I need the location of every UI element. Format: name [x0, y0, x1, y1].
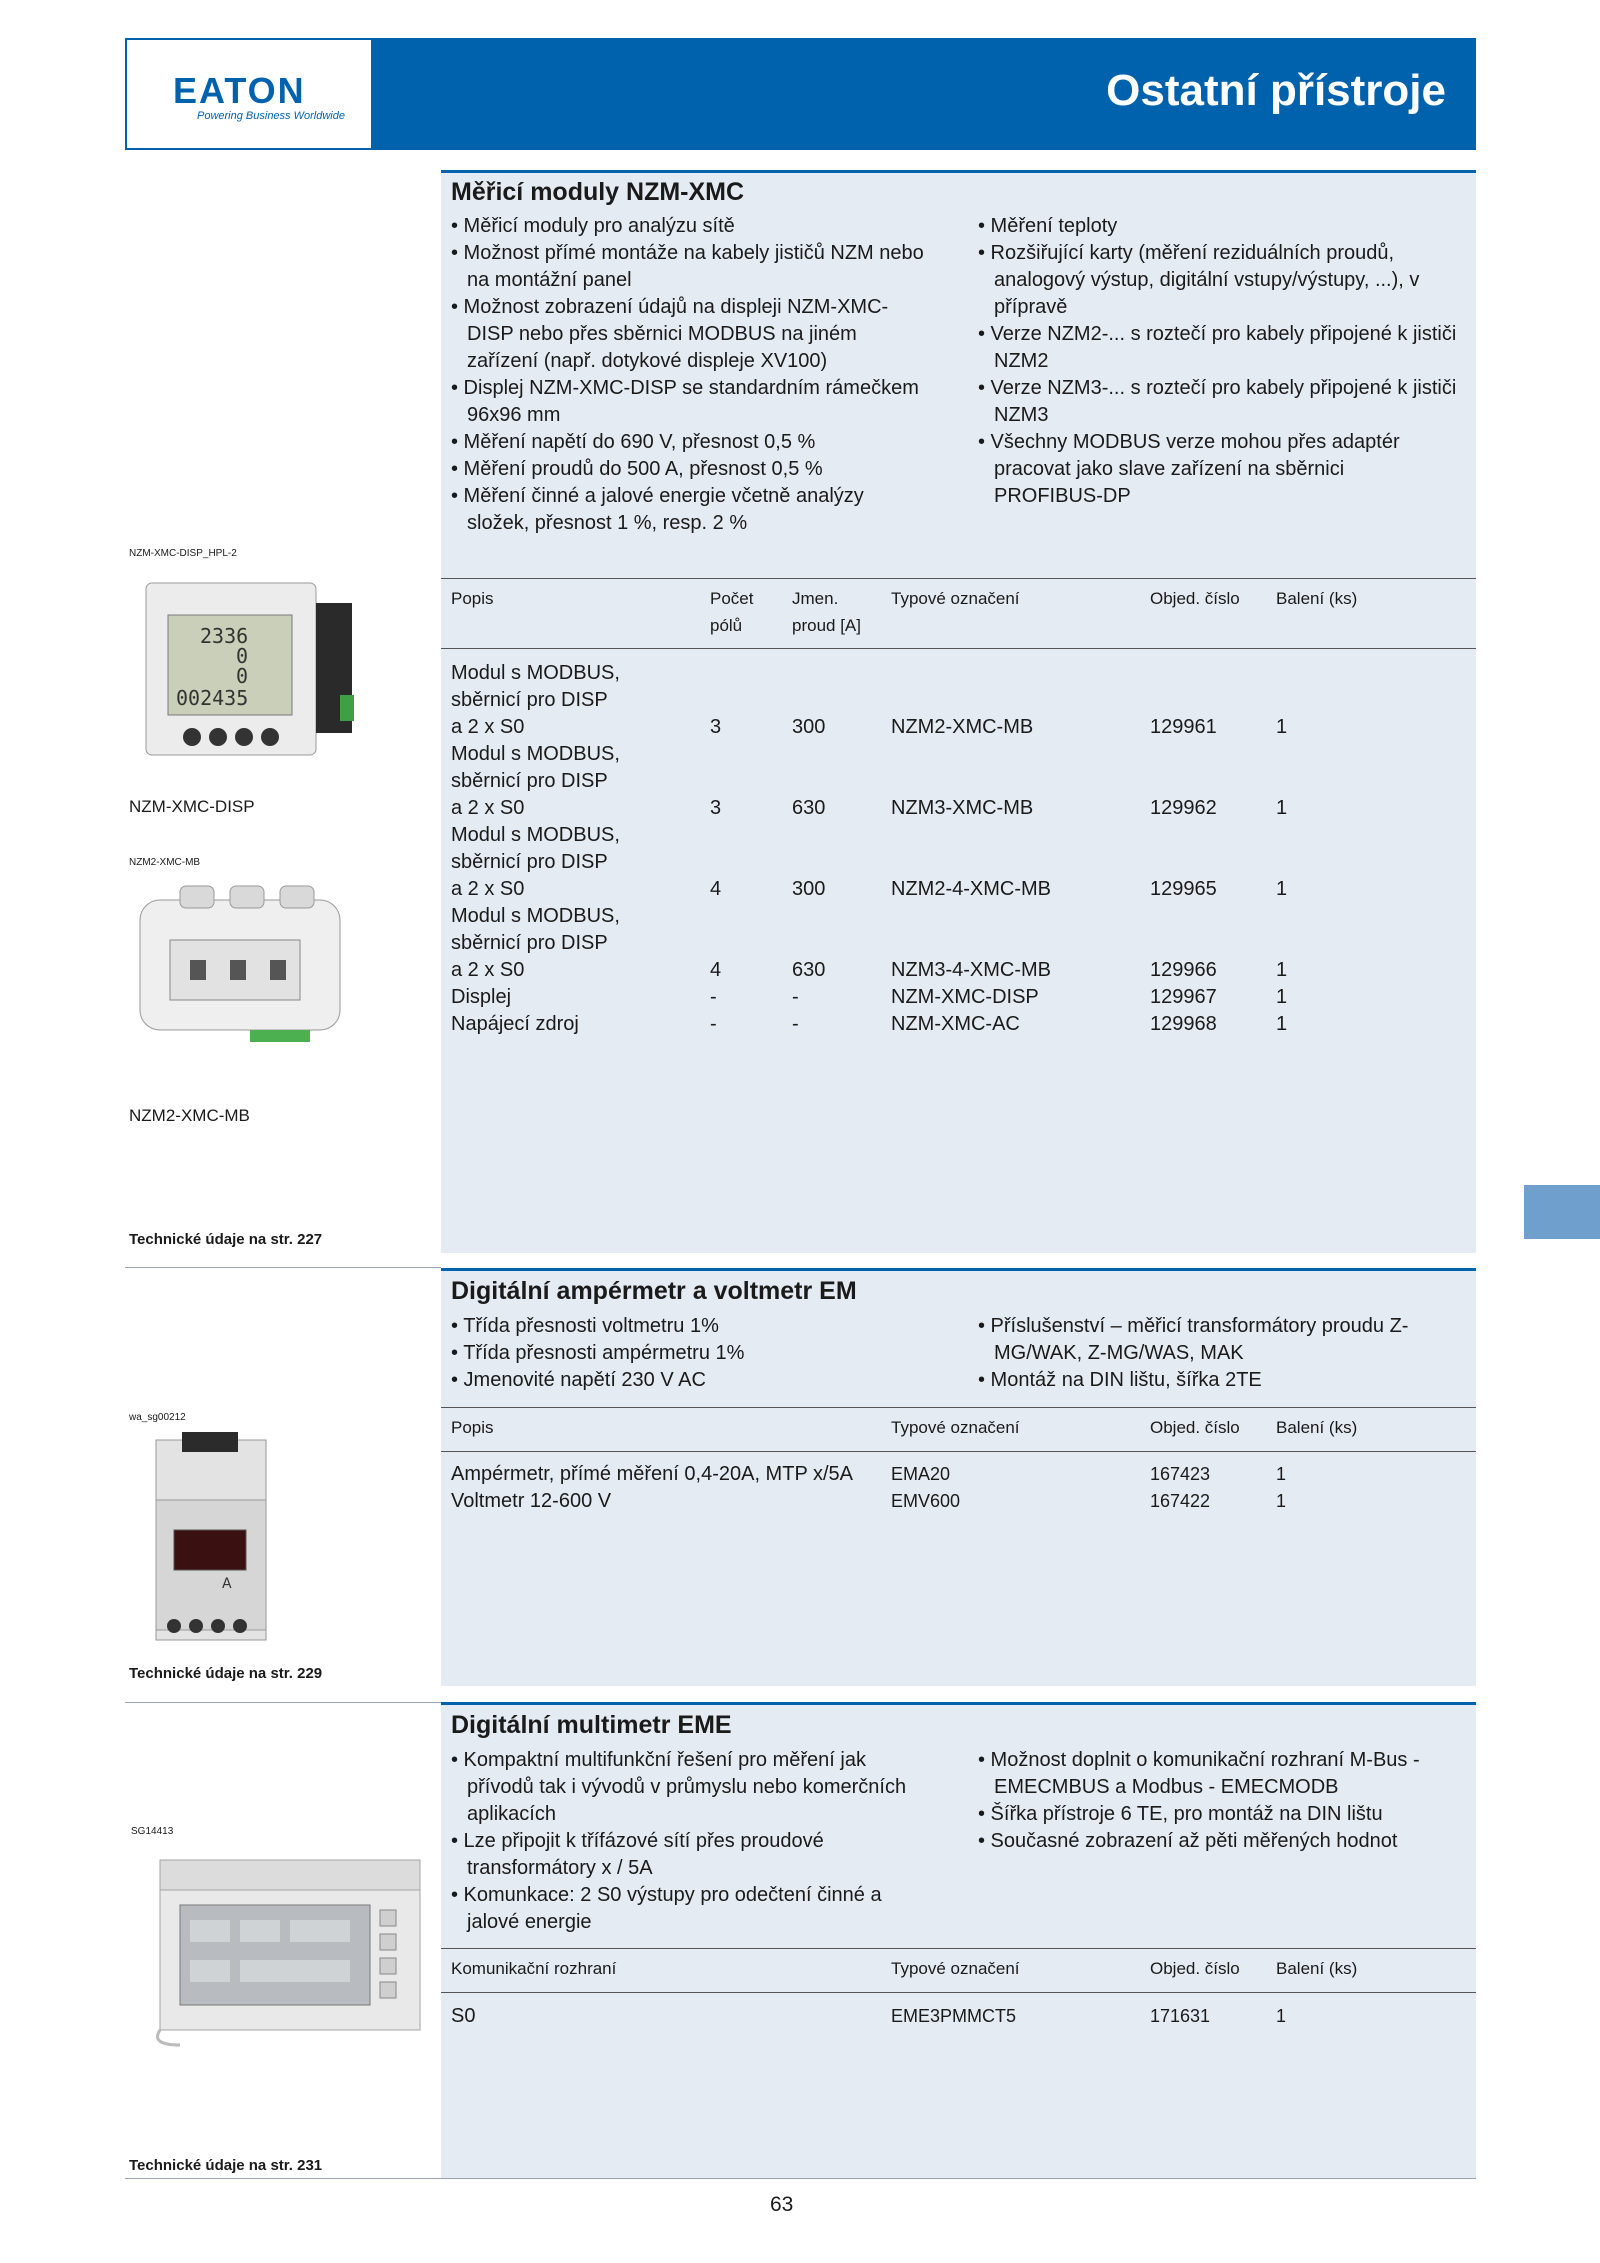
feature-item: • Verze NZM2-... s roztečí pro kabely připojené k jističi NZM2 — [978, 323, 1457, 372]
table-header-rule — [441, 1451, 1476, 1452]
feature-item: • Jmenovité napětí 230 V AC — [451, 1369, 706, 1391]
cell-typ: EMV600 — [891, 1491, 961, 1511]
feature-item: • Třída přesnosti ampérmetru 1% — [451, 1342, 745, 1364]
cell-typ: NZM2-4-XMC-MB — [891, 878, 1051, 900]
cell-typ: NZM3-XMC-MB — [891, 797, 1034, 819]
cell-typ: NZM3-4-XMC-MB — [891, 959, 1051, 981]
th-popis: Popis — [451, 589, 494, 608]
image-caption: NZM2-XMC-MB — [129, 1106, 250, 1125]
feature-item: • Třída přesnosti voltmetru 1% — [451, 1315, 719, 1337]
feature-item: • Příslušenství – měřicí transformátory proudu Z-MG/WAK, Z-MG/WAS, MAK — [978, 1315, 1409, 1364]
cell-jmen: - — [792, 986, 799, 1008]
table-header-rule — [441, 1407, 1476, 1408]
cell-popis: Ampérmetr, přímé měření 0,4-20A, MTP x/5A — [451, 1463, 853, 1485]
page-title: Ostatní přístroje — [1106, 66, 1446, 115]
th-jmen-2: proud [A] — [792, 616, 861, 635]
feature-item: • Současné zobrazení až pěti měřených hodnot — [978, 1830, 1398, 1852]
header-bar — [373, 38, 1476, 150]
image-code-label: NZM2-XMC-MB — [129, 857, 201, 868]
cell-popis: a 2 x S0 — [451, 797, 525, 819]
feature-item: • Měřicí moduly pro analýzu sítě — [451, 215, 735, 237]
eme-multimeter-image — [140, 1850, 440, 2050]
feature-item: • Možnost přímé montáže na kabely jističů NZM nebo na montážní panel — [451, 242, 924, 291]
feature-item: • Měření napětí do 690 V, přesnost 0,5 % — [451, 431, 816, 453]
cell-jmen: 630 — [792, 797, 826, 819]
cell-popis: Napájecí zdroj — [451, 1013, 579, 1035]
cell-popis: Displej — [451, 986, 512, 1008]
lcd-line: 0 — [236, 644, 249, 668]
cell-obj: 129966 — [1150, 959, 1217, 981]
cell-jmen: 300 — [792, 716, 826, 738]
eaton-tagline: Powering Business Worldwide — [197, 110, 345, 122]
feature-item: • Montáž na DIN lištu, šířka 2TE — [978, 1369, 1262, 1391]
cell-popis: sběrnicí pro DISP — [451, 932, 608, 954]
lcd-line: 0 — [236, 664, 249, 688]
cell-bal: 1 — [1276, 878, 1288, 900]
cell-typ: NZM-XMC-AC — [891, 1013, 1020, 1035]
cell-popis: sběrnicí pro DISP — [451, 851, 608, 873]
eaton-logo-box — [125, 38, 373, 150]
cell-popis: Modul s MODBUS, — [451, 662, 620, 684]
tech-data-reference[interactable]: Technické údaje na str. 227 — [129, 1231, 323, 1248]
th-obj: Objed. číslo — [1150, 1959, 1240, 1978]
cell-bal: 1 — [1276, 986, 1288, 1008]
cell-obj: 167423 — [1150, 1464, 1211, 1484]
cell-bal: 1 — [1276, 1013, 1288, 1035]
unit-label: A — [222, 1576, 232, 1592]
cell-pocet: - — [710, 1013, 717, 1035]
cell-jmen: 300 — [792, 878, 826, 900]
cell-popis: Modul s MODBUS, — [451, 905, 620, 927]
cell-popis: a 2 x S0 — [451, 959, 525, 981]
left-divider — [125, 1702, 441, 1703]
section2-features-right — [978, 1313, 1458, 1394]
section3-features-left — [451, 1747, 931, 1936]
cell-obj: 129962 — [1150, 797, 1217, 819]
cell-popis: sběrnicí pro DISP — [451, 689, 608, 711]
feature-item: • Rozšiřující karty (měření reziduálních proudů, analogový výstup, digitální vstupy/výstupy, ...), v přípravě — [978, 242, 1420, 318]
cell-bal: 1 — [1276, 1464, 1287, 1484]
table-header-rule — [441, 1992, 1476, 1993]
image-code-label: SG14413 — [131, 1826, 174, 1837]
col-obj — [1150, 714, 1217, 1038]
cell-obj: 171631 — [1150, 2006, 1211, 2026]
page-number: 63 — [770, 2193, 794, 2216]
table-row — [451, 660, 620, 1038]
feature-item: • Displej NZM-XMC-DISP se standardním rámečkem 96x96 mm — [451, 377, 919, 426]
th-obj: Objed. číslo — [1150, 589, 1240, 608]
cell-popis: sběrnicí pro DISP — [451, 770, 608, 792]
table-header-rule — [441, 578, 1476, 579]
footer-rule — [125, 2178, 1476, 2179]
cell-bal: 1 — [1276, 797, 1288, 819]
em-meter-image — [140, 1430, 280, 1650]
th-popis: Komunikační rozhraní — [451, 1959, 617, 1978]
cell-obj: 129967 — [1150, 986, 1217, 1008]
col-bal — [1276, 714, 1287, 1038]
feature-item: • Měření proudů do 500 A, přesnost 0,5 % — [451, 458, 823, 480]
section3-title: Digitální multimetr EME — [451, 1711, 732, 1739]
section1-title: Měřicí moduly NZM-XMC — [451, 178, 745, 206]
feature-item: • Komunkace: 2 S0 výstupy pro odečtení činné a jalové energie — [451, 1884, 882, 1933]
cell-popis: Modul s MODBUS, — [451, 824, 620, 846]
feature-item: • Možnost doplnit o komunikační rozhraní M-Bus - EMECMBUS a Modbus - EMECMODB — [978, 1749, 1420, 1798]
th-pocet: Počet — [710, 589, 754, 608]
feature-item: • Měření činné a jalové energie včetně analýzy složek, přesnost 1 %, resp. 2 % — [451, 485, 864, 534]
feature-item: • Šířka přístroje 6 TE, pro montáž na DIN lištu — [978, 1803, 1383, 1825]
cell-obj: 167422 — [1150, 1491, 1211, 1511]
col-pocet — [710, 714, 721, 1038]
image-code-label: NZM-XMC-DISP_HPL-2 — [129, 548, 237, 559]
cell-pocet: 3 — [710, 797, 722, 819]
chapter-tab[interactable] — [1524, 1185, 1600, 1239]
tech-data-reference[interactable]: Technické údaje na str. 231 — [129, 2157, 323, 2174]
cell-typ: EME3PMMCT5 — [891, 2006, 1017, 2026]
cell-pocet: 4 — [710, 878, 722, 900]
th-bal: Balení (ks) — [1276, 589, 1358, 608]
feature-item: • Lze připojit k třífázové sítí přes proudové transformátory x / 5A — [451, 1830, 824, 1879]
th-typ: Typové označení — [891, 589, 1020, 608]
cell-pocet: - — [710, 986, 717, 1008]
left-divider — [125, 1267, 441, 1268]
nzm-xmc-disp-image — [140, 575, 360, 765]
cell-pocet: 4 — [710, 959, 722, 981]
feature-item: • Všechny MODBUS verze mohou přes adaptér pracovat jako slave zařízení na sběrnici PROFIBUS-DP — [978, 431, 1400, 507]
th-typ: Typové označení — [891, 1418, 1020, 1437]
th-pocet-2: pólů — [710, 616, 743, 635]
eaton-logo: EATON — [173, 70, 306, 111]
th-typ: Typové označení — [891, 1959, 1020, 1978]
cell-obj: 129965 — [1150, 878, 1217, 900]
cell-obj: 129968 — [1150, 1013, 1217, 1035]
cell-popis: S0 — [451, 2005, 476, 2027]
cell-popis: a 2 x S0 — [451, 878, 525, 900]
cell-typ: NZM-XMC-DISP — [891, 986, 1039, 1008]
section2-features-left — [451, 1313, 931, 1394]
cell-bal: 1 — [1276, 1491, 1287, 1511]
cell-typ: EMA20 — [891, 1464, 951, 1484]
table-row — [451, 1488, 611, 1515]
cell-popis: Voltmetr 12-600 V — [451, 1490, 612, 1512]
cell-typ: NZM2-XMC-MB — [891, 716, 1034, 738]
cell-popis: Modul s MODBUS, — [451, 743, 620, 765]
tech-data-reference[interactable]: Technické údaje na str. 229 — [129, 1665, 323, 1682]
image-code-label: wa_sg00212 — [129, 1412, 186, 1423]
feature-item: • Verze NZM3-... s roztečí pro kabely připojené k jističi NZM3 — [978, 377, 1457, 426]
table-header-rule — [441, 648, 1476, 649]
lcd-line: 2336 — [200, 624, 249, 648]
cell-pocet: 3 — [710, 716, 722, 738]
col-jmen — [792, 714, 825, 1038]
table-row — [451, 1461, 853, 1488]
cell-popis: a 2 x S0 — [451, 716, 525, 738]
cell-bal: 1 — [1276, 2006, 1287, 2026]
cell-jmen: 630 — [792, 959, 826, 981]
col-typ — [891, 714, 1051, 1038]
th-jmen: Jmen. — [792, 589, 839, 608]
th-bal: Balení (ks) — [1276, 1959, 1358, 1978]
cell-bal: 1 — [1276, 716, 1288, 738]
feature-item: • Měření teploty — [978, 215, 1118, 237]
cell-bal: 1 — [1276, 959, 1288, 981]
cell-obj: 129961 — [1150, 716, 1217, 738]
th-obj: Objed. číslo — [1150, 1418, 1240, 1437]
cell-jmen: - — [792, 1013, 799, 1035]
section1-features-left — [451, 213, 931, 537]
section2-title: Digitální ampérmetr a voltmetr EM — [451, 1277, 857, 1305]
table-header-rule — [441, 1948, 1476, 1949]
th-popis: Popis — [451, 1418, 494, 1437]
section1-features-right — [978, 213, 1458, 510]
feature-item: • Kompaktní multifunkční řešení pro měření jak přívodů tak i vývodů v průmyslu nebo komerčních aplikacích — [451, 1749, 907, 1825]
feature-item: • Možnost zobrazení údajů na displeji NZM-XMC-DISP nebo přes sběrnici MODBUS na jiném zařízení (např. dotykové displeje XV100) — [451, 296, 889, 372]
image-caption: NZM-XMC-DISP — [129, 797, 255, 816]
section3-features-right — [978, 1747, 1458, 1855]
nzm2-xmc-mb-image — [130, 880, 360, 1060]
th-bal: Balení (ks) — [1276, 1418, 1358, 1437]
lcd-line: 002435 — [176, 686, 249, 710]
